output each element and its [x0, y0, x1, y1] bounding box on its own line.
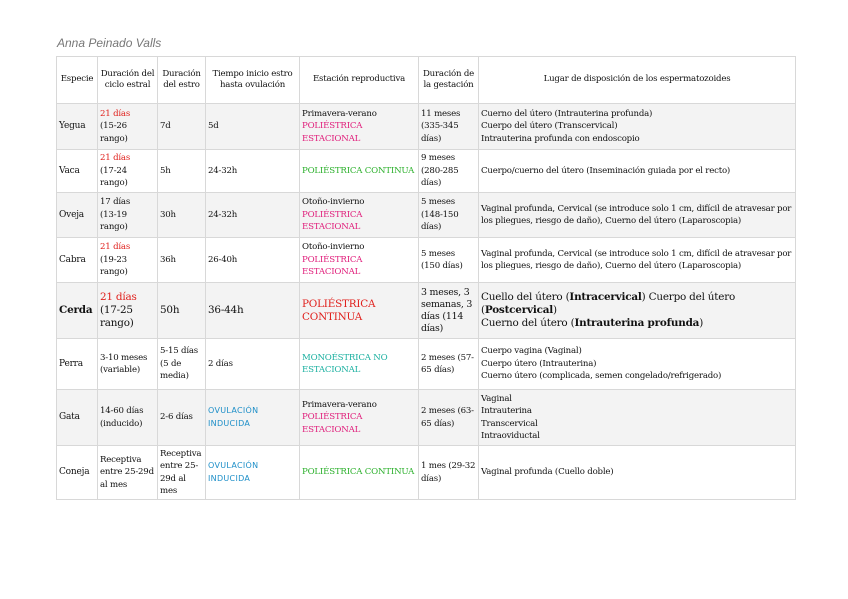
- especie-cell: Gata: [57, 390, 98, 446]
- lugar-cell: Cuerno del útero (Intrauterina profunda) Cuerpo del útero (Transcervical) Intrauterina profunda con endoscopio: [479, 104, 796, 150]
- especie-cell: Coneja: [57, 446, 98, 500]
- estacion-cell: Primavera-verano POLIÉSTRICA ESTACIONAL: [300, 104, 419, 150]
- ciclo-cell: 21 días (17-24 rango): [98, 150, 158, 193]
- table-row: [57, 283, 796, 339]
- gestacion-cell: 3 meses, 3 semanas, 3 días (114 días): [419, 283, 479, 339]
- table-row: [57, 390, 796, 446]
- ciclo-cell: 21 días (17-25 rango): [98, 283, 158, 339]
- lugar-cell: Cuerpo/cuerno del útero (Inseminación guiada por el recto): [479, 150, 796, 193]
- tiempo-cell: OVULACIÓN INDUCIDA: [206, 446, 300, 500]
- header-estro: Duración del estro: [158, 57, 206, 104]
- especie-cell: Cabra: [57, 238, 98, 283]
- tiempo-cell: 26-40h: [206, 238, 300, 283]
- header-lugar: Lugar de disposición de los espermatozoides: [479, 57, 796, 104]
- estacion-cell: Otoño-invierno POLIÉSTRICA ESTACIONAL: [300, 193, 419, 238]
- table-row: [57, 150, 796, 193]
- gestacion-cell: 11 meses (335-345 días): [419, 104, 479, 150]
- estro-cell: 30h: [158, 193, 206, 238]
- document-author: Anna Peinado Valls: [57, 36, 162, 50]
- ciclo-cell: Receptiva entre 25-29d al mes: [98, 446, 158, 500]
- ciclo-cell: 17 días (13-19 rango): [98, 193, 158, 238]
- header-gestacion: Duración de la gestación: [419, 57, 479, 104]
- lugar-cell: Vaginal profunda, Cervical (se introduce solo 1 cm, difícil de atravesar por los pliegues, riesgo de daño), Cuerno del útero (Laparoscopia): [479, 193, 796, 238]
- especie-cell: Cerda: [57, 283, 98, 339]
- header-tiempo: Tiempo inicio estro hasta ovulación: [206, 57, 300, 104]
- lugar-cell: Vaginal profunda, Cervical (se introduce solo 1 cm, difícil de atravesar por los pliegues, riesgo de daño), Cuerno del útero (Laparoscopia): [479, 238, 796, 283]
- ciclo-cell: 3-10 meses (variable): [98, 339, 158, 390]
- estro-cell: 5h: [158, 150, 206, 193]
- table-row: [57, 339, 796, 390]
- estro-cell: 2-6 días: [158, 390, 206, 446]
- estro-cell: 5-15 días (5 de media): [158, 339, 206, 390]
- lugar-cell: Vaginal profunda (Cuello doble): [479, 446, 796, 500]
- tiempo-cell: 24-32h: [206, 150, 300, 193]
- reproduction-table: [56, 56, 796, 500]
- header-especie: Especie: [57, 57, 98, 104]
- tiempo-cell: 5d: [206, 104, 300, 150]
- estacion-cell: POLIÉSTRICA CONTINUA: [300, 446, 419, 500]
- estro-cell: Receptiva entre 25-29d al mes: [158, 446, 206, 500]
- estro-cell: 50h: [158, 283, 206, 339]
- estacion-cell: Otoño-invierno POLIÉSTRICA ESTACIONAL: [300, 238, 419, 283]
- ciclo-cell: 21 días (15-26 rango): [98, 104, 158, 150]
- tiempo-cell: OVULACIÓN INDUCIDA: [206, 390, 300, 446]
- gestacion-cell: 5 meses (150 días): [419, 238, 479, 283]
- especie-cell: Yegua: [57, 104, 98, 150]
- lugar-cell: Cuerpo vagina (Vaginal) Cuerpo útero (Intrauterina) Cuerno útero (complicada, semen congelado/refrigerado): [479, 339, 796, 390]
- lugar-cell: Vaginal Intrauterina Transcervical Intraoviductal: [479, 390, 796, 446]
- estro-cell: 7d: [158, 104, 206, 150]
- gestacion-cell: 5 meses (148-150 días): [419, 193, 479, 238]
- especie-cell: Vaca: [57, 150, 98, 193]
- header-ciclo: Duración del ciclo estral: [98, 57, 158, 104]
- table-header-row: [57, 57, 796, 104]
- table-row: [57, 193, 796, 238]
- table-row: [57, 446, 796, 500]
- gestacion-cell: 2 meses (63-65 días): [419, 390, 479, 446]
- estacion-cell: POLIÉSTRICA CONTINUA: [300, 150, 419, 193]
- header-estacion: Estación reproductiva: [300, 57, 419, 104]
- estacion-cell: POLIÉSTRICA CONTINUA: [300, 283, 419, 339]
- ciclo-cell: 14-60 días (inducido): [98, 390, 158, 446]
- table-row: [57, 238, 796, 283]
- tiempo-cell: 24-32h: [206, 193, 300, 238]
- especie-cell: Oveja: [57, 193, 98, 238]
- especie-cell: Perra: [57, 339, 98, 390]
- estacion-cell: MONOÉSTRICA NO ESTACIONAL: [300, 339, 419, 390]
- estacion-cell: Primavera-verano POLIÉSTRICA ESTACIONAL: [300, 390, 419, 446]
- tiempo-cell: 2 días: [206, 339, 300, 390]
- gestacion-cell: 9 meses (280-285 días): [419, 150, 479, 193]
- gestacion-cell: 1 mes (29-32 días): [419, 446, 479, 500]
- estro-cell: 36h: [158, 238, 206, 283]
- lugar-cell: Cuello del útero (Intracervical) Cuerpo del útero (Postcervical) Cuerno del útero (Intrauterina profunda): [479, 283, 796, 339]
- gestacion-cell: 2 meses (57-65 días): [419, 339, 479, 390]
- table-row: [57, 104, 796, 150]
- ciclo-cell: 21 días (19-23 rango): [98, 238, 158, 283]
- tiempo-cell: 36-44h: [206, 283, 300, 339]
